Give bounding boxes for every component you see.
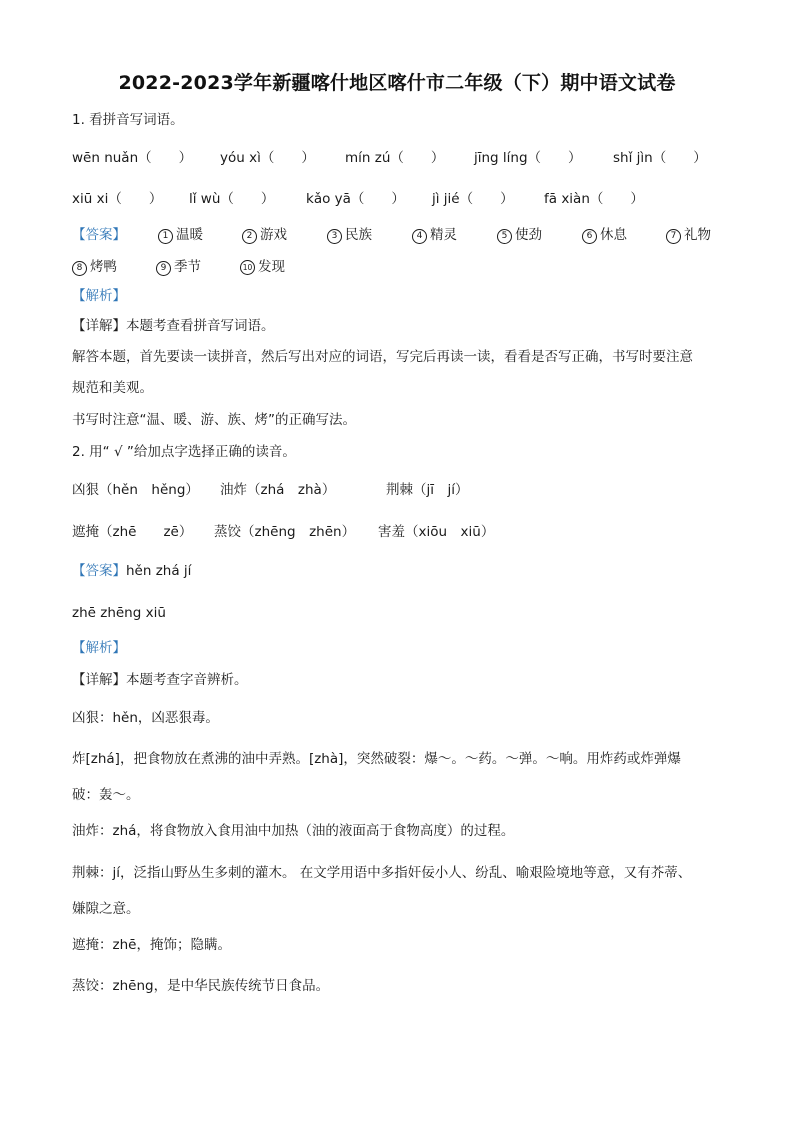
explanation-line: 炸[zhá]，把食物放在煮沸的油中弄熟。[zhà]，突然破裂：爆～。～药。～弹。～响。用炸药或炸弹爆	[72, 751, 681, 767]
pinyin-item: lǐ wù（ ）	[189, 191, 275, 207]
answer-item: 8 烤鸭	[72, 255, 117, 276]
pinyin-item: yóu xì（ ）	[220, 150, 315, 166]
question-2-prompt: 2. 用“ √ ”给加点字选择正确的读音。	[72, 444, 296, 460]
note-line: 书写时注意“温、暖、游、族、烤”的正确写法。	[72, 412, 356, 428]
reading-option: 害羞（xiōu xiū）	[378, 524, 495, 540]
pinyin-item: fā xiàn（ ）	[544, 191, 644, 207]
answer-label: 【答案】	[72, 563, 126, 579]
reading-option: 遮掩（zhē zē）	[72, 524, 193, 540]
detail-paragraph: 【详解】本题考查字音辨析。	[72, 672, 248, 688]
answer-item: 4 精灵	[412, 223, 457, 244]
explanation-line: 蒸饺：zhēng，是中华民族传统节日食品。	[72, 978, 330, 994]
circled-number: 3	[327, 229, 342, 244]
reading-option: 蒸饺（zhēng zhēn）	[214, 524, 356, 540]
circled-number: 6	[582, 229, 597, 244]
explain-line: 规范和美观。	[72, 380, 153, 396]
circled-number: 1	[158, 229, 173, 244]
circled-number: 10	[240, 260, 255, 275]
question-2-answer: 【答案】hěn zhá jí	[72, 563, 192, 579]
explain-line: 解答本题，首先要读一读拼音，然后写出对应的词语，写完后再读一读，看看是否写正确，书写时要注意	[72, 349, 693, 365]
circled-number: 8	[72, 261, 87, 276]
explanation-line: 荆棘：jí，泛指山野丛生多刺的灌木。 在文学用语中多指奸佞小人、纷乱、喻艰险境地等意，又有芥蒂、	[72, 865, 692, 881]
explanation-line: 破：轰～。	[72, 787, 140, 803]
pinyin-item: mín zú（ ）	[345, 150, 445, 166]
answer-item: 1 温暖	[158, 223, 203, 244]
detail-paragraph: 【详解】本题考查看拼音写词语。	[72, 318, 275, 334]
pinyin-item: kǎo yā（ ）	[306, 191, 405, 207]
answer-item: 5 使劲	[497, 223, 542, 244]
pinyin-item: shǐ jìn（ ）	[613, 150, 707, 166]
answer-item: 3 民族	[327, 223, 372, 244]
question-2-answer-cont: zhē zhēng xiū	[72, 605, 166, 621]
answer-item: 7 礼物	[666, 223, 711, 244]
answer-item: 6 休息	[582, 223, 627, 244]
explanation-line: 遮掩：zhē，掩饰；隐瞒。	[72, 937, 231, 953]
answer-item: 10 发现	[240, 255, 285, 275]
answer-item: 9 季节	[156, 255, 201, 276]
answer-item: 2 游戏	[242, 223, 287, 244]
question-1-answer-row-1	[72, 223, 732, 243]
analysis-label: 【解析】	[72, 288, 126, 304]
circled-number: 2	[242, 229, 257, 244]
pinyin-item: xiū xi（ ）	[72, 191, 163, 207]
question-1-answer-row-2	[72, 255, 472, 275]
answer-label: 【答案】	[72, 227, 126, 243]
reading-option: 凶狠（hěn hěng）	[72, 482, 199, 498]
pinyin-item: wēn nuǎn（ ）	[72, 150, 193, 166]
analysis-label: 【解析】	[72, 640, 126, 656]
circled-number: 5	[497, 229, 512, 244]
circled-number: 7	[666, 229, 681, 244]
reading-option: 油炸（zhá zhà）	[220, 482, 336, 498]
explanation-line: 凶狠：hěn，凶恶狠毒。	[72, 710, 219, 726]
explanation-line: 油炸：zhá，将食物放入食用油中加热（油的液面高于食物高度）的过程。	[72, 823, 515, 839]
circled-number: 9	[156, 261, 171, 276]
pinyin-item: jīng líng（ ）	[474, 150, 582, 166]
page-title: 2022-2023学年新疆喀什地区喀什市二年级（下）期中语文试卷	[118, 72, 676, 94]
explanation-line: 嫌隙之意。	[72, 901, 140, 917]
question-1-prompt: 1. 看拼音写词语。	[72, 112, 184, 128]
pinyin-item: jì jié（ ）	[432, 191, 514, 207]
circled-number: 4	[412, 229, 427, 244]
reading-option: 荆棘（jī jí）	[386, 482, 469, 498]
